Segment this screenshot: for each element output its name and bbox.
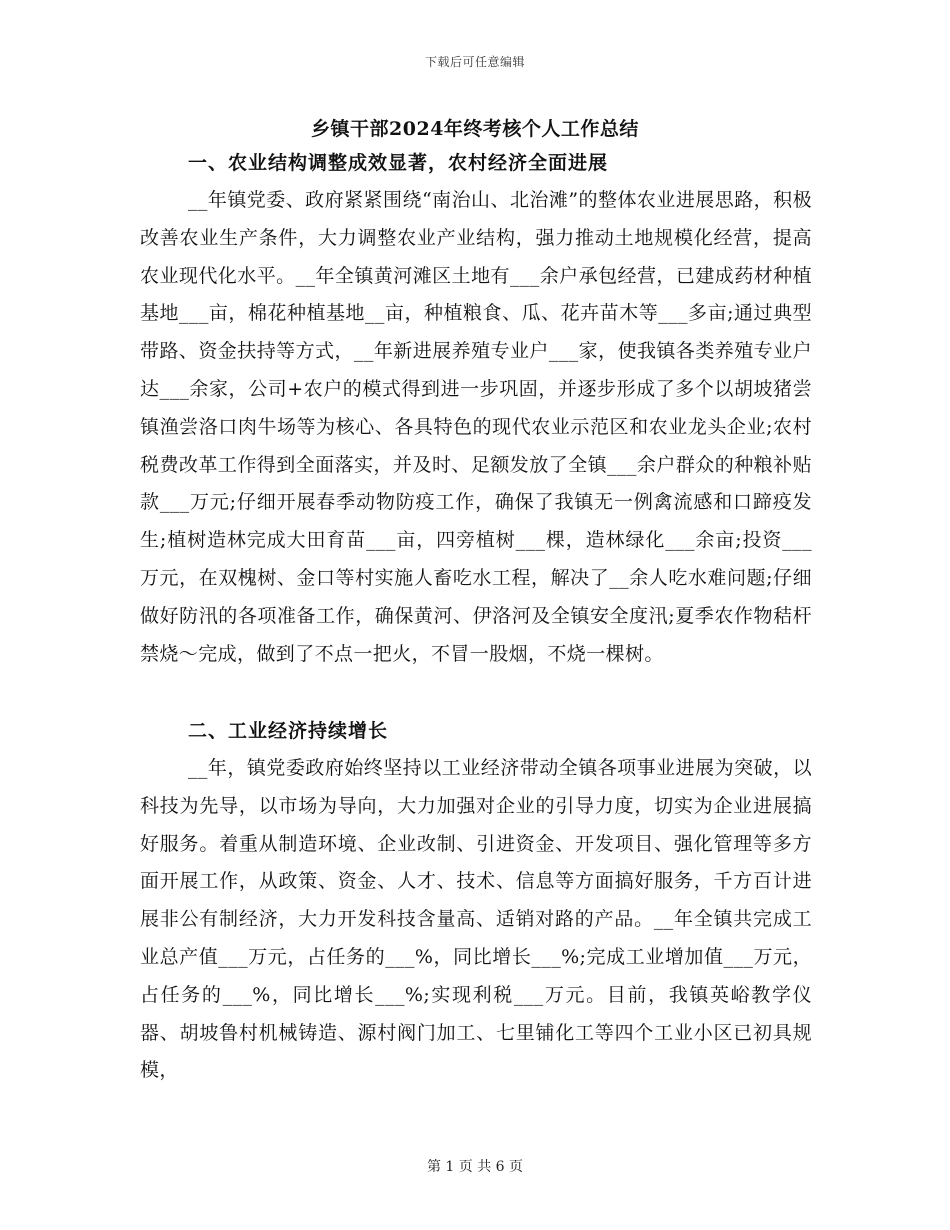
section-paragraph-2: __年，镇党委政府始终坚持以工业经济带动全镇各项事业进展为突破，以科技为先导，以市场为导向，大力加强对企业的引导力度，切实为企业进展搞好服务。着重从制造环境、企业改制、引进资金、开发项目、强化管理等多方面开展工作，从政策、资金、人才、技术、信息等方面搞好服务，千方百计进展非公有制经济，大力开发科技含量高、适销对路的产品。__年全镇共完成工业总产值___万元，占任务的___%，同比增长___%;完成工业增加值___万元，占任务的___%，同比增长___%;实现利税___万元。目前，我镇英峪教学仪器、胡坡鲁村机械铸造、源村阀门加工、七里铺化工等四个工业小区已初具规模， [140, 757, 812, 1082]
section-paragraph-1: __年镇党委、政府紧紧围绕“南治山、北治滩”的整体农业进展思路，积极改善农业生产条件，大力调整农业产业结构，强力推动土地规模化经营，提高农业现代化水平。__年全镇黄河滩区土地有___余户承包经营，已建成药材种植基地___亩，棉花种植基地__亩，种植粮食、瓜、花卉苗木等___多亩;通过典型带路、资金扶持等方式，__年新进展养殖专业户___家，使我镇各类养殖专业户达___余家，公司+农户的模式得到进一步巩固，并逐步形成了多个以胡坡猪尝镇渔尝洛口肉牛场等为核心、各具特色的现代农业示范区和农业龙头企业;农村税费改革工作得到全面落实，并及时、足额发放了全镇___余户群众的种粮补贴款___万元;仔细开展春季动物防疫工作，确保了我镇无一例禽流感和口蹄疫发生;植树造林完成大田育苗___亩，四旁植树___棵，造林绿化___余亩;投资___万元，在双槐树、金口等村实施人畜吃水工程，解决了__余人吃水难问题;仔细做好防汛的各项准备工作，确保黄河、伊洛河及全镇安全度汛;夏季农作物秸杆禁烧～完成，做到了不点一把火，不冒一股烟，不烧一棵树。 [140, 189, 812, 665]
page-number: 第 1 页 共 6 页 [426, 1159, 524, 1175]
document-title: 乡镇干部2024年终考核个人工作总结 [311, 118, 639, 140]
section-heading-1: 一、农业结构调整成效显著，农村经济全面进展 [188, 152, 609, 174]
header-note: 下载后可任意编辑 [424, 55, 525, 69]
section-heading-2: 二、工业经济持续增长 [188, 720, 389, 742]
